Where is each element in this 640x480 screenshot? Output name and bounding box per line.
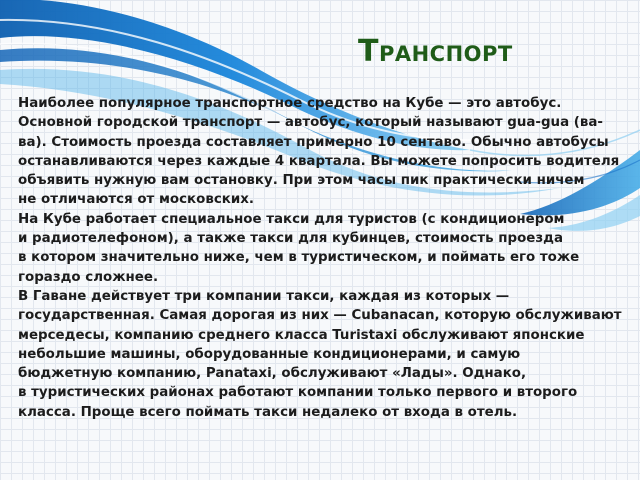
paragraph-buses (18, 94, 628, 210)
text-line: класса. Проще всего поймать такси недалеко от входа в отель. (18, 404, 518, 420)
text-line: В Гаване действует три компании такси, каждая из которых — (18, 288, 510, 304)
text-line: в туристических районах работают компании только первого и второго (18, 385, 578, 401)
text-line: и радиотелефоном), а также такси для кубинцев, стоимость проезда (18, 231, 563, 247)
text-line: останавливаются через каждые 4 квартала. Вы можете попросить водителя (18, 153, 620, 169)
text-line: объявить нужную вам остановку. При этом часы пик практически ничем (18, 173, 585, 189)
text-line: государственная. Самая дорогая из них — Cubanacan, которую обслуживают (18, 308, 622, 324)
text-line: гораздо сложнее. (18, 269, 159, 285)
paragraph-havana-taxi (18, 287, 628, 422)
text-line: Основной городской транспорт — автобус, который называют gua-gua (ва- (18, 115, 603, 131)
slide-title: Транспорт (358, 34, 513, 69)
text-line: мерседесы, компанию среднего класса Turistaxi обслуживают японские (18, 327, 585, 343)
text-line: бюджетную компанию, Panataxi, обслуживают «Лады». Однако, (18, 366, 527, 382)
text-line: Наиболее популярное транспортное средство на Кубе — это автобус. (18, 96, 562, 111)
slide-body (18, 94, 628, 422)
text-line: не отличаются от московских. (18, 192, 254, 208)
paragraph-taxi (18, 210, 628, 287)
text-line: небольшие машины, оборудованные кондиционерами, и самую (18, 346, 521, 362)
text-line: в котором значительно ниже, чем в туристическом, и поймать его тоже (18, 250, 580, 266)
text-line: На Кубе работает специальное такси для туристов (с кондиционером (18, 211, 565, 227)
text-line: ва). Стоимость проезда составляет примерно 10 сентаво. Обычно автобусы (18, 134, 609, 150)
